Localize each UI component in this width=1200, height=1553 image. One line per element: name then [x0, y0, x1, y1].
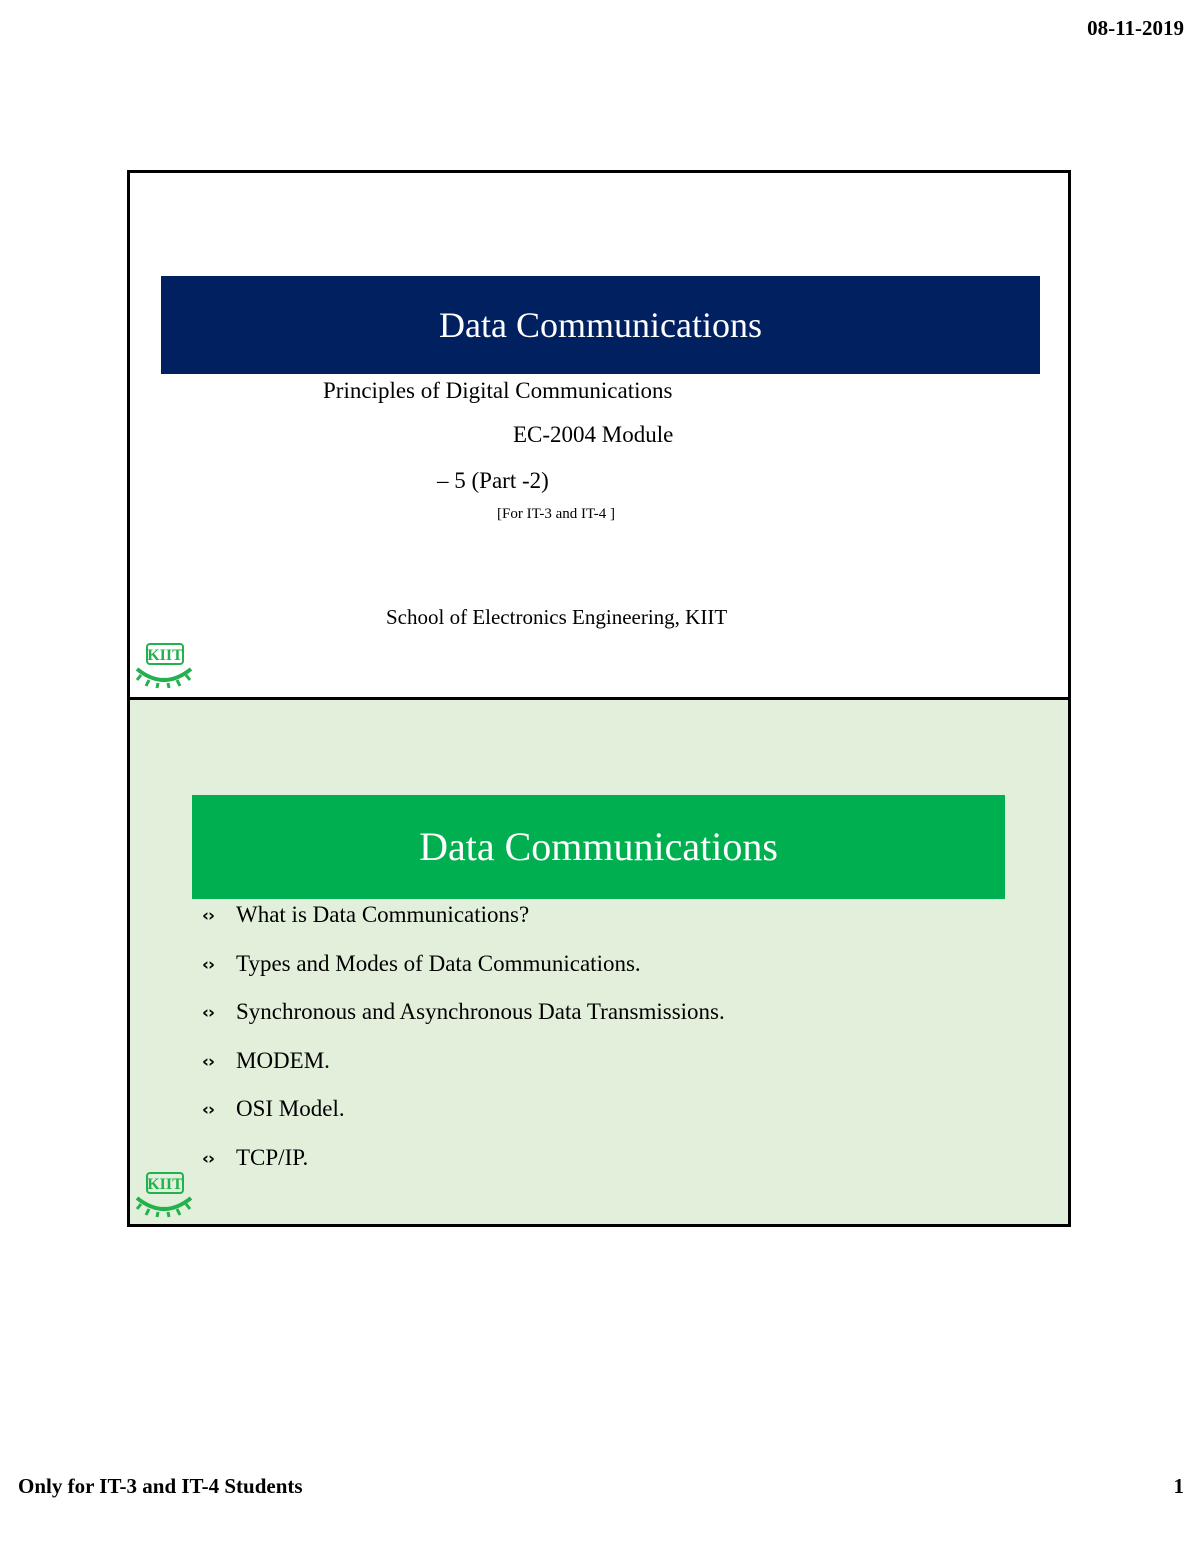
diamond-bullet-icon: ‹› [202, 1148, 215, 1169]
list-item: ‹› Synchronous and Asynchronous Data Transmissions. [202, 999, 725, 1024]
list-item: ‹› What is Data Communications? [202, 902, 530, 927]
page-date: 08-11-2019 [1087, 16, 1184, 40]
svg-text:KIIT: KIIT [147, 647, 183, 664]
slide-1-title-banner: Data Communications [161, 276, 1040, 374]
kiit-logo-icon [133, 1170, 195, 1218]
module-part: – 5 (Part -2) [437, 468, 549, 493]
slide-2 [127, 697, 1071, 1227]
topic-list [202, 902, 725, 1193]
diamond-bullet-icon: ‹› [202, 954, 215, 975]
diamond-bullet-icon: ‹› [202, 906, 215, 926]
list-item: ‹› Types and Modes of Data Communications. [202, 950, 641, 976]
audience-note: [For IT-3 and IT-4 ] [497, 506, 616, 522]
list-item: ‹› MODEM. [202, 1047, 330, 1073]
course-title: Principles of Digital Communications [323, 378, 673, 403]
diamond-bullet-icon: ‹› [202, 1003, 215, 1023]
list-item: ‹› TCP/IP. [202, 1144, 309, 1170]
svg-text:KIIT: KIIT [147, 1176, 183, 1193]
slide-1 [127, 170, 1071, 700]
list-item: ‹› OSI Model. [202, 1096, 345, 1121]
diamond-bullet-icon: ‹› [202, 1051, 215, 1072]
course-code: EC-2004 Module [513, 422, 674, 447]
kiit-logo-icon [133, 641, 195, 689]
slide-2-title-banner: Data Communications [192, 795, 1005, 899]
school-name: School of Electronics Engineering, KIIT [386, 605, 728, 629]
page-number: 1 [1173, 1474, 1184, 1498]
footer-note: Only for IT-3 and IT-4 Students [18, 1474, 303, 1498]
diamond-bullet-icon: ‹› [202, 1100, 215, 1120]
